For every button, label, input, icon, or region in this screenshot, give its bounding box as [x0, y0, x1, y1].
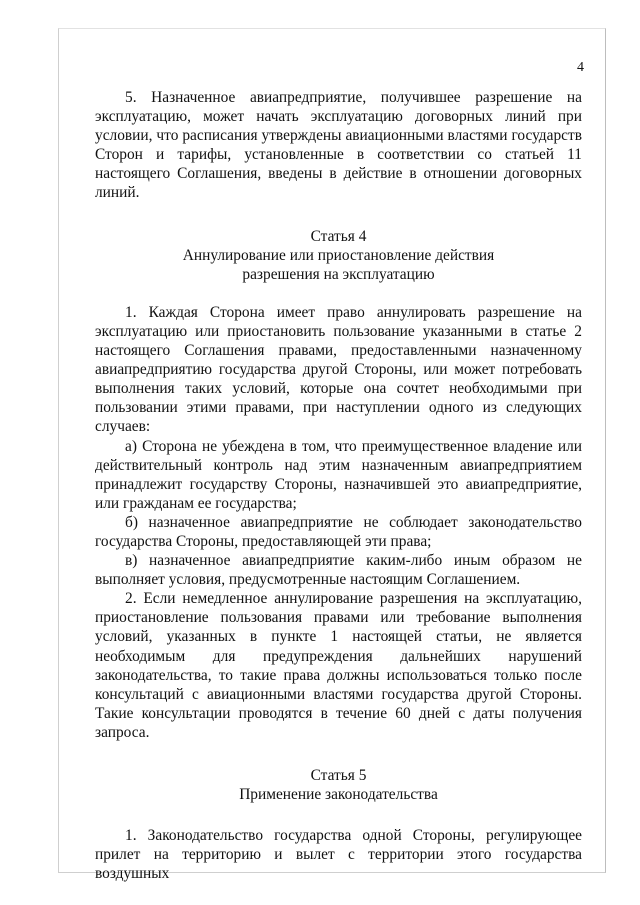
article-4-paragraph-1: 1. Каждая Сторона имеет право аннулировать разрешение на эксплуатацию или приостановить пользование указанными в статье 2 настоящего Соглашения правами, предоставленными назначенному авиапредприятию государства другой Стороны, или может потребовать выполнения таких условий, которые она сочтет необходимыми при пользовании этими правами, при наступлении одного из следующих случаев: [95, 303, 582, 436]
paragraph-5-intro: 5. Назначенное авиапредприятие, получившее разрешение на эксплуатацию, может начать эксплуатацию договорных линий при условии, что расписания утверждены авиационными властями государств Сторон и тарифы, установленные в соответствии со статьей 11 настоящего Соглашения, введены в действие в отношении договорных линий. [95, 89, 582, 202]
article-5-paragraph-1: 1. Законодательство государства одной Стороны, регулирующее прилет на территорию и вылет с территории этого государства воздушных [95, 827, 582, 883]
article-5-number: Статья 5 [310, 767, 367, 784]
article-4-item-b: б) назначенное авиапредприятие не соблюдает законодательство государства Стороны, предоставляющей эти права; [95, 513, 582, 550]
document-body [95, 88, 582, 883]
article-4-number: Статья 4 [310, 227, 367, 245]
article-4-paragraph-2: 2. Если немедленное аннулирование разрешения на эксплуатацию, приостановление пользования правами или требование выполнения условий, указанных в пункте 1 настоящей статьи, не является необходимым для предупреждения дальнейших нарушений законодательства, то такие права должны использоваться только после консультаций с авиационными властями государства другой Стороны. Такие консультации проводятся в течение 60 дней с даты получения запроса. [95, 590, 582, 741]
article-4-heading [95, 227, 582, 284]
article-5-heading [95, 766, 582, 804]
article-5-title-line-1: Применение законодательства [239, 786, 438, 804]
article-4-item-c: в) назначенное авиапредприятие каким-либо иным образом не выполняет условия, предусмотренные настоящим Соглашением. [95, 552, 582, 589]
article-4-item-a: а) Сторона не убеждена в том, что преимущественное владение или действительный контроль над этим назначенным авиапредприятием принадлежит государству Стороны, назначившей это авиапредприятие, или гражданам ее государства; [95, 437, 582, 512]
article-4-title-line-1: Аннулирование или приостановление действия [182, 246, 495, 264]
page-number: 4 [577, 60, 584, 75]
article-4-title-line-2: разрешения на эксплуатацию [242, 265, 435, 283]
